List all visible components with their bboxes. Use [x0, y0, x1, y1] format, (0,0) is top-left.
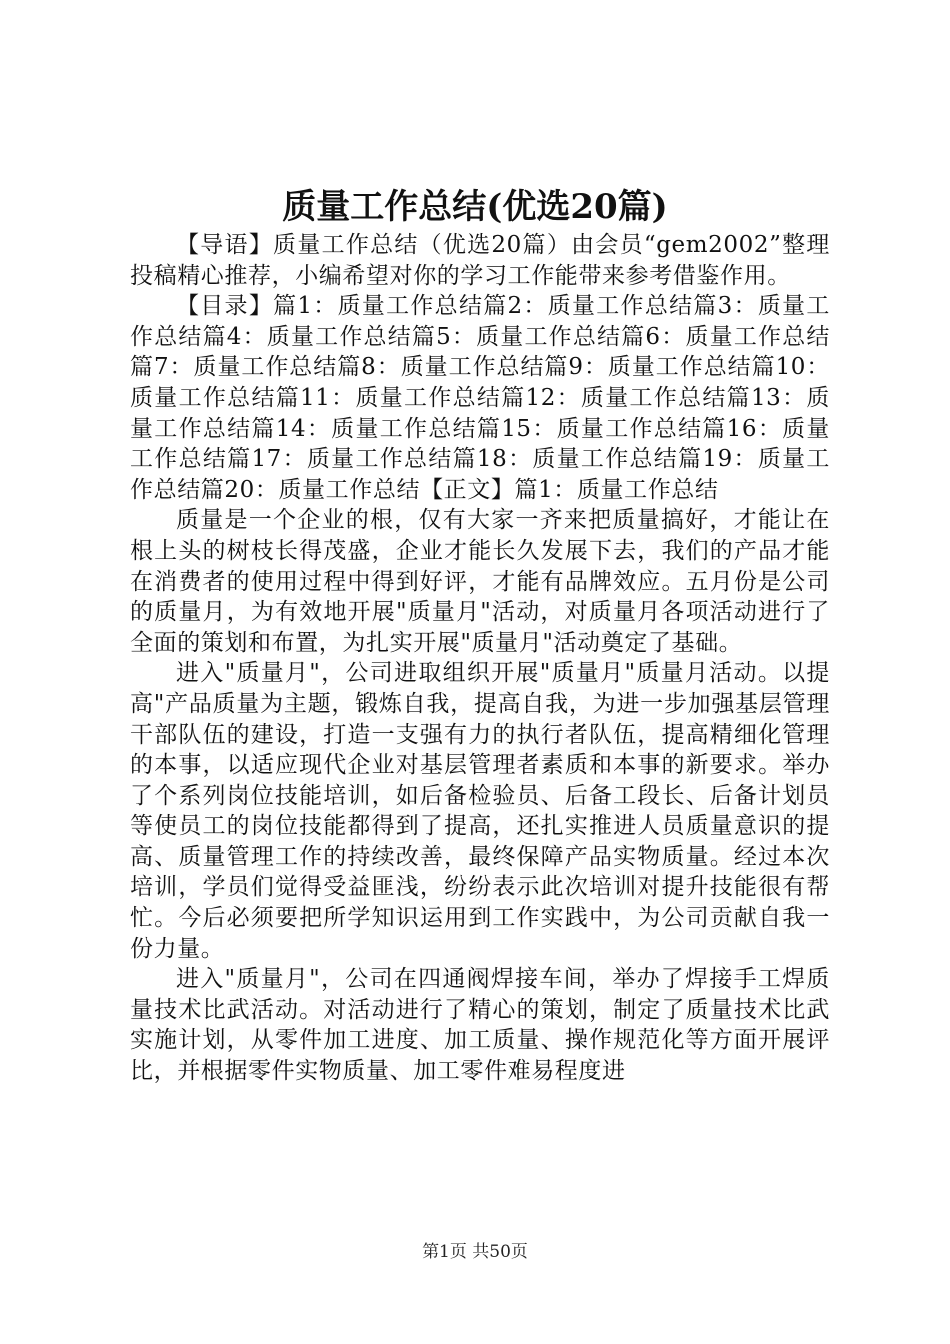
body-paragraph: 进入"质量月"，公司进取组织开展"质量月"质量月活动。以提高"产品质量为主题，锻炼自我，提高自我，为进一步加强基层管理干部队伍的建设，打造一支强有力的执行者队伍，提高精细化管理的本事，以适应现代企业对基层管理者素质和本事的新要求。举办了个系列岗位技能培训，如后备检验员、后备工段长、后备计划员等使员工的岗位技能都得到了提高，还扎实推进人员质量意识的提高、质量管理工作的持续改善，最终保障产品实物质量。经过本次培训，学员们觉得受益匪浅，纷纷表示此次培训对提升技能很有帮忙。今后必须要把所学知识运用到工作实践中，为公司贡献自我一份力量。	[130, 660, 830, 962]
page-number-footer: 第1页 共50页	[422, 1242, 528, 1262]
body-paragraph: 质量是一个企业的根，仅有大家一齐来把质量搞好，才能让在根上头的树枝长得茂盛，企业才能长久发展下去，我们的产品才能在消费者的使用过程中得到好评，才能有品牌效应。五月份是公司的质量月，为有效地开展"质量月"活动，对质量月各项活动进行了全面的策划和布置，为扎实开展"质量月"活动奠定了基础。	[130, 507, 830, 656]
document-body	[130, 230, 830, 1087]
document-title: 质量工作总结(优选20篇)	[282, 187, 668, 227]
intro-paragraph: 【导语】质量工作总结（优选20篇）由会员“gem2002”整理投稿精心推荐，小编希望对你的学习工作能带来参考借鉴作用。	[130, 232, 830, 289]
table-of-contents-paragraph: 【目录】篇1：质量工作总结篇2：质量工作总结篇3：质量工作总结篇4：质量工作总结篇5：质量工作总结篇6：质量工作总结篇7：质量工作总结篇8：质量工作总结篇9：质量工作总结篇10：质量工作总结篇11：质量工作总结篇12：质量工作总结篇13：质量工作总结篇14：质量工作总结篇15：质量工作总结篇16：质量工作总结篇17：质量工作总结篇18：质量工作总结篇19：质量工作总结篇20：质量工作总结【正文】篇1：质量工作总结	[130, 293, 830, 503]
body-paragraph: 进入"质量月"，公司在四通阀焊接车间，举办了焊接手工焊质量技术比武活动。对活动进行了精心的策划，制定了质量技术比武实施计划，从零件加工进度、加工质量、操作规范化等方面开展评比，并根据零件实物质量、加工零件难易程度进	[130, 966, 830, 1085]
